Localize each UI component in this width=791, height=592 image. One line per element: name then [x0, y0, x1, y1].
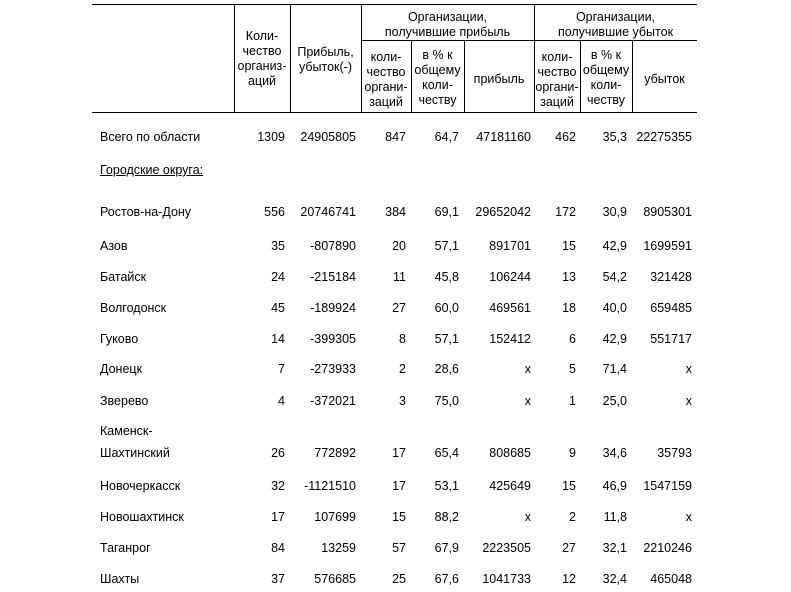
header-loss-count: коли- чество органи- заций [535, 50, 579, 109]
cell-pl: 13259 [321, 541, 356, 555]
cell-pc: 15 [392, 510, 406, 524]
cell-pp: 88,2 [434, 510, 459, 524]
cell-pv: 29652042 [475, 205, 531, 219]
cell-lc: 27 [562, 541, 576, 555]
cell-count: 32 [271, 479, 285, 493]
cell-lv: x [685, 362, 692, 376]
cell-count: 84 [271, 541, 285, 555]
cell-pp: 64,7 [434, 130, 459, 144]
cell-pv: 2223505 [482, 541, 531, 555]
cell-count: 45 [271, 301, 285, 315]
cell-lc: 2 [569, 510, 576, 524]
row-name: Ростов-на-Дону [100, 205, 192, 219]
cell-pv: x [524, 510, 531, 524]
row-name-prefix: Каменск- [100, 424, 153, 438]
header-profit-value: прибыль [473, 72, 525, 86]
cell-pl: 20746741 [300, 205, 356, 219]
cell-lc: 12 [562, 572, 576, 586]
row-name: Донецк [100, 362, 143, 376]
row-name: Гуково [100, 332, 139, 346]
cell-pv: x [524, 362, 531, 376]
cell-lv: 465048 [650, 572, 692, 586]
cell-lv: 1547159 [643, 479, 692, 493]
header-profit-pct: в % к общему коли- честву [414, 48, 461, 107]
row-name: Всего по области [100, 130, 201, 144]
row-name: Таганрог [100, 541, 151, 555]
cell-pc: 11 [393, 270, 406, 284]
cell-lp: 32,4 [602, 572, 627, 586]
cell-lc: 6 [569, 332, 576, 346]
cell-lv: 8905301 [643, 205, 692, 219]
cell-pp: 69,1 [434, 205, 459, 219]
cell-pp: 67,6 [434, 572, 459, 586]
cell-pl: -1121510 [304, 479, 356, 493]
cell-pc: 57 [392, 541, 406, 555]
row-name: Батайск [100, 270, 147, 284]
cell-pc: 3 [399, 394, 406, 408]
cell-pl: 576685 [314, 572, 356, 586]
cell-lv: 2210246 [643, 541, 692, 555]
cell-lp: 71,4 [602, 362, 627, 376]
cell-count: 4 [278, 394, 285, 408]
cell-lc: 18 [562, 301, 576, 315]
cell-pl: -807890 [310, 239, 356, 253]
cell-lv: 22275355 [636, 130, 692, 144]
cell-pp: 57,1 [434, 332, 459, 346]
cell-lp: 42,9 [602, 332, 627, 346]
cell-pl: -189924 [310, 301, 356, 315]
cell-lv: 35793 [657, 446, 692, 460]
table-top-border [92, 4, 697, 5]
cell-pp: 28,6 [434, 362, 459, 376]
cell-pc: 847 [385, 130, 406, 144]
cell-count: 37 [271, 572, 285, 586]
cell-pc: 17 [392, 446, 406, 460]
row-name: Новошахтинск [100, 510, 184, 524]
row-name: Азов [100, 239, 128, 253]
cell-pl: -399305 [310, 332, 356, 346]
row-name: Зверево [100, 394, 149, 408]
cell-pp: 75,0 [434, 394, 459, 408]
cell-pl: -215184 [310, 270, 356, 284]
cell-pv: 469561 [489, 301, 531, 315]
section-label: Городские округа: [100, 163, 204, 177]
header-loss-value: убыток [644, 72, 685, 86]
cell-pc: 384 [385, 205, 406, 219]
cell-pc: 8 [399, 332, 406, 346]
cell-pc: 25 [392, 572, 406, 586]
cell-pp: 60,0 [434, 301, 459, 315]
cell-lc: 9 [569, 446, 576, 460]
cell-pc: 2 [399, 362, 406, 376]
cell-lc: 172 [555, 205, 576, 219]
cell-lp: 35,3 [602, 130, 627, 144]
row-name: Новочеркасск [100, 479, 181, 493]
cell-lv: 551717 [650, 332, 692, 346]
cell-pv: 891701 [489, 239, 531, 253]
cell-count: 17 [271, 510, 285, 524]
cell-pc: 17 [392, 479, 406, 493]
cell-count: 556 [264, 205, 285, 219]
cell-pv: 425649 [489, 479, 531, 493]
header-profit-count: коли- чество органи- заций [364, 50, 408, 109]
cell-lv: x [685, 394, 692, 408]
header-profit-group: Организации, получившие прибыль [384, 10, 511, 39]
cell-pv: 152412 [489, 332, 531, 346]
cell-pl: 107699 [314, 510, 356, 524]
cell-count: 1309 [257, 130, 285, 144]
cell-lc: 13 [562, 270, 576, 284]
cell-lp: 30,9 [602, 205, 627, 219]
cell-lv: x [685, 510, 692, 524]
header-count-orgs: Коли- чество организ- аций [237, 29, 287, 88]
cell-pl: 772892 [314, 446, 356, 460]
cell-lp: 54,2 [602, 270, 627, 284]
cell-pv: 808685 [489, 446, 531, 460]
cell-pl: -273933 [310, 362, 356, 376]
cell-lv: 659485 [650, 301, 692, 315]
cell-pv: 1041733 [482, 572, 531, 586]
cell-pc: 27 [392, 301, 406, 315]
cell-lp: 34,6 [602, 446, 627, 460]
cell-count: 14 [271, 332, 285, 346]
cell-lp: 25,0 [602, 394, 627, 408]
cell-pl: 24905805 [300, 130, 356, 144]
row-name: Волгодонск [100, 301, 167, 315]
cell-pv: 106244 [489, 270, 531, 284]
cell-lc: 1 [569, 394, 576, 408]
cell-lc: 15 [562, 479, 576, 493]
cell-pv: 47181160 [476, 130, 531, 144]
cell-pl: -372021 [310, 394, 356, 408]
cell-lc: 462 [555, 130, 576, 144]
cell-lc: 15 [562, 239, 576, 253]
header-loss-pct: в % к общему коли- честву [582, 48, 630, 107]
cell-lv: 1699591 [643, 239, 692, 253]
cell-pc: 20 [392, 239, 406, 253]
cell-count: 24 [271, 270, 285, 284]
cell-count: 26 [271, 446, 285, 460]
cell-lc: 5 [569, 362, 576, 376]
header-profit-loss: Прибыль, убыток(-) [297, 45, 354, 74]
cell-lp: 32,1 [602, 541, 627, 555]
cell-lv: 321428 [650, 270, 692, 284]
cell-lp: 40,0 [602, 301, 627, 315]
row-name: Шахты [100, 572, 140, 586]
header-loss-group: Организации, получившие убыток [557, 10, 674, 39]
row-name: Шахтинский [100, 446, 170, 460]
cell-pp: 57,1 [434, 239, 459, 253]
cell-pp: 53,1 [434, 479, 459, 493]
cell-lp: 46,9 [602, 479, 627, 493]
cell-pp: 45,8 [434, 270, 459, 284]
cell-count: 7 [278, 362, 285, 376]
cell-pp: 67,9 [434, 541, 459, 555]
cell-count: 35 [271, 239, 285, 253]
cell-pp: 65,4 [434, 446, 459, 460]
header-bottom-border [92, 112, 697, 113]
cell-pv: x [524, 394, 531, 408]
cell-lp: 11,8 [603, 510, 627, 524]
cell-lp: 42,9 [602, 239, 627, 253]
